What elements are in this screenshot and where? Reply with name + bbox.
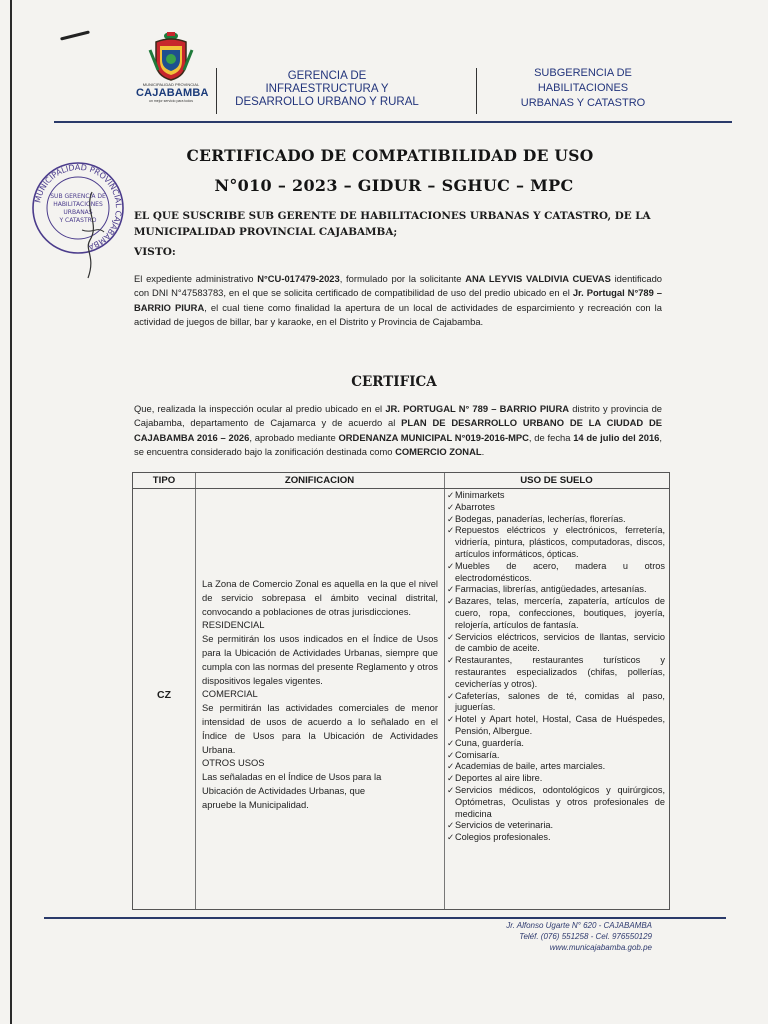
list-item: ✓ Cafeterías, salones de té, comidas al paso, juguerías. — [448, 691, 665, 715]
list-item: ✓ Academias de baile, artes marciales. — [448, 761, 665, 773]
zonificacion-subheading: RESIDENCIAL — [202, 619, 265, 631]
zonificacion-text: Se permitirán los usos indicados en el Índice de Usos para la Ubicación de Actividades Urbanas, siempre que cumpla con las normas del presente Reglamento y otros dispositivos legales vigentes. — [202, 633, 438, 686]
table-cell-zonificacion — [202, 577, 438, 812]
visto-paragraph: El expediente administrativo N°CU-017479-2023, formulado por la solicitante ANA LEYVIS VALDIVIA CUEVAS identificado con DNI N°47583783, en el que se solicita certificado de compatibilidad de uso del predio ubicado en el Jr. Portugal N°789 – BARRIO PIURA, el cual tiene como finalidad la apertura de un local de actividades de esparcimiento y recreación con la actividad de juegos de billar, bar y karaoke, en el Distrito y Provincia de Cajabamba. — [134, 273, 663, 328]
list-item: ✓ Minimarkets — [448, 490, 665, 502]
binding-line — [10, 0, 12, 1024]
gerencia-line-3: DESARROLLO URBANO Y RURAL — [235, 96, 419, 108]
svg-text:MUNICIPALIDAD PROVINCIAL CAJAB: MUNICIPALIDAD PROVINCIAL CAJABAMBA — [33, 162, 124, 252]
intro-statement: EL QUE SUSCRIBE SUB GERENTE DE HABILITACIONES URBANAS Y CATASTRO, DE LA MUNICIPALIDAD PROVINCIAL CAJABAMBA; — [134, 210, 651, 238]
logo-tagline: un mejor servicio para todos — [149, 99, 193, 103]
logo-caption: MUNICIPALIDAD PROVINCIAL — [142, 82, 200, 87]
list-item: ✓ Farmacias, librerías, antigüedades, artesanías. — [448, 584, 665, 596]
subgerencia-line-1: SUBGERENCIA DE — [534, 67, 632, 79]
zonificacion-subheading: COMERCIAL — [202, 688, 258, 700]
subgerencia-line-3: URBANAS Y CATASTRO — [520, 97, 646, 109]
svg-text:Y CATASTRO: Y CATASTRO — [59, 217, 97, 224]
certificate-number: N°010 – 2023 – GIDUR – SGHUC – MPC — [214, 176, 574, 195]
column-header-uso-de-suelo: USO DE SUELO — [520, 475, 593, 486]
footer-phone: Teléf. (076) 551258 - Cel. 976550129 — [519, 932, 652, 941]
list-item: ✓ Bazares, telas, mercería, zapatería, artículos de cuero, ropa, confecciones, boutiques, joyería, relojería, artículos de fantasía. — [448, 596, 665, 631]
list-item: ✓ Comisaría. — [448, 750, 665, 762]
gerencia-line-1: GERENCIA DE — [287, 70, 367, 82]
gerencia-title — [222, 70, 432, 109]
list-item: ✓ Restaurantes, restaurantes turísticos y restaurantes especializados (chifas, pollerías, cevicherías y otros). — [448, 655, 665, 690]
list-item: ✓ Servicios de veterinaria. — [448, 820, 665, 832]
column-header-zonificacion: ZONIFICACION — [284, 475, 355, 486]
svg-text:HABILITACIONES: HABILITACIONES — [53, 201, 103, 208]
list-item: ✓ Servicios eléctricos, servicios de llantas, servicio de cambio de aceite. — [448, 632, 665, 656]
list-item: ✓ Abarrotes — [448, 502, 665, 514]
zonificacion-text: La Zona de Comercio Zonal es aquella en la que el nivel de servicio sobrepasa el ámbito vecinal distrital, convocando a poblaciones de otras jurisdicciones. — [202, 578, 438, 617]
certifica-paragraph: Que, realizada la inspección ocular al predio ubicado en el JR. PORTUGAL N° 789 – BARRIO PIURA distrito y provincia de Cajabamba, departamento de Cajamarca y de acuerdo al PLAN DE DESARROLLO URBANO DE LA CIUDAD DE CAJABAMBA 2016 – 2026, aprobado mediante ORDENANZA MUNICIPAL N°019-2016-MPC, de fecha 14 de julio del 2016, se encuentra considerado bajo la zonificación destinada como COMERCIO ZONAL. — [134, 403, 663, 458]
pen-mark — [60, 30, 90, 40]
list-item: ✓ Bodegas, panaderías, lecherías, florerías. — [448, 514, 665, 526]
zonificacion-subheading: OTROS USOS — [202, 757, 265, 769]
visto-heading: VISTO: — [134, 246, 176, 258]
list-item: ✓ Colegios profesionales. — [448, 832, 665, 844]
list-item: ✓ Deportes al aire libre. — [448, 773, 665, 785]
footer-rule — [44, 917, 726, 919]
svg-text:URBANAS: URBANAS — [63, 209, 93, 216]
table-divider — [444, 473, 445, 909]
list-item: ✓ Servicios médicos, odontológicos y quirúrgicos, Optómetras, Oculistas y otros profesionales de medicina — [448, 785, 665, 820]
table-cell-tipo: CZ — [157, 689, 171, 701]
list-item: ✓ Cuna, guardería. — [448, 738, 665, 750]
coat-of-arms-icon — [148, 30, 194, 82]
handwritten-signature — [78, 190, 108, 280]
header-separator-right — [476, 68, 477, 114]
document-title: CERTIFICADO DE COMPATIBILIDAD DE USO — [186, 146, 594, 165]
footer-address: Jr. Alfonso Ugarte N° 620 - CAJABAMBA — [506, 921, 652, 930]
uso-de-suelo-list — [448, 490, 665, 844]
footer-contact — [440, 920, 652, 953]
table-divider — [195, 473, 196, 909]
list-item: ✓ Muebles de acero, madera u otros electrodomésticos. — [448, 561, 665, 585]
column-header-tipo: TIPO — [152, 475, 176, 486]
subgerencia-title — [498, 66, 668, 111]
header-separator-left — [216, 68, 217, 114]
zoning-table — [132, 472, 670, 910]
gerencia-line-2: INFRAESTRUCTURA Y — [265, 83, 389, 95]
table-header-rule — [133, 488, 669, 489]
zonificacion-text: Se permitirán las actividades comerciales de menor intensidad de usos de acuerdo a lo señalado en el Índice de Usos para la Ubicación de Actividades Urbana. — [202, 702, 438, 755]
header-rule — [54, 121, 732, 123]
footer-website[interactable]: www.municajabamba.gob.pe — [549, 943, 652, 952]
zonificacion-text: Las señaladas en el Índice de Usos para la Ubicación de Actividades Urbanas, que apruebe la Municipalidad. — [202, 771, 382, 810]
list-item: ✓ Repuestos eléctricos y electrónicos, ferretería, vidriería, pintura, plásticos, computadoras, discos, artículos informáticos, ópticas. — [448, 525, 665, 560]
svg-text:SUB GERENCIA DE: SUB GERENCIA DE — [50, 193, 106, 200]
certifica-heading: CERTIFICA — [351, 374, 437, 390]
logo-name: CAJABAMBA — [136, 87, 209, 99]
list-item: ✓ Hotel y Apart hotel, Hostal, Casa de Huéspedes, Pensión, Albergue. — [448, 714, 665, 738]
municipality-logo — [136, 30, 209, 118]
subgerencia-line-2: HABILITACIONES — [537, 82, 629, 94]
